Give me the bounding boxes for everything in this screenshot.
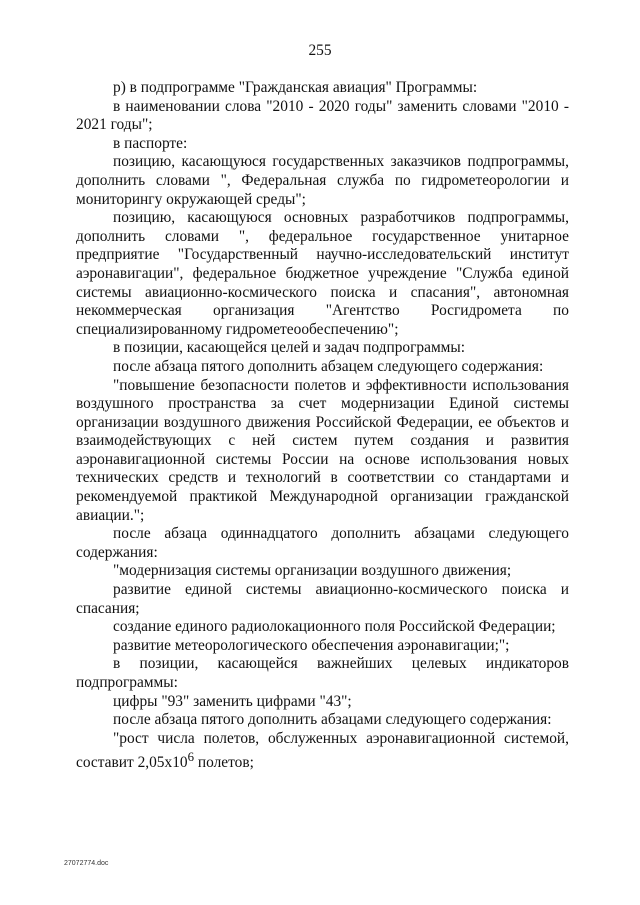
paragraph: после абзаца пятого дополнить абзацами следующего содержания: [113, 711, 552, 729]
paragraph: позицию, касающуюся основных разработчиков подпрограммы, дополнить словами ", федеральное государственное унитарное предприятие "Государственный научно-исследовательский институт аэронавигации", федеральное бюджетное учреждение "Служба единой системы авиационно-космического поиска и спасания", автономная некоммерческая организация "Агентство Росгидромета по специализированному гидрометеообеспечению"; [76, 209, 569, 338]
document-body [76, 79, 569, 773]
paragraph-text: "рост числа полетов, обслуженных аэронавигационной системой, составит 2,05х10 [76, 729, 569, 772]
paragraph: "повышение безопасности полетов и эффективности использования воздушного пространства за счет модернизации Единой системы организации воздушного движения Российской Федерации, ее объектов и взаимодействующих с ней систем путем создания и развития аэронавигационной системы России на основе использования новых технических средств и технологий в соответствии со стандартами и рекомендуемой практикой Международной организации гражданской авиации."; [76, 376, 569, 524]
page-number: 255 [308, 42, 332, 59]
paragraph: в наименовании слова "2010 - 2020 годы" заменить словами "2010 - 2021 годы"; [76, 97, 569, 134]
paragraph: р) в подпрограмме "Гражданская авиация" Программы: [113, 79, 478, 96]
paragraph: позицию, касающуюся государственных заказчиков подпрограммы, дополнить словами ", Федеральная служба по гидрометеорологии и мониторингу окружающей среды"; [76, 153, 569, 208]
paragraph: создание единого радиолокационного поля Российской Федерации; [113, 618, 556, 636]
paragraph: развитие метеорологического обеспечения аэронавигации;"; [113, 636, 510, 654]
exponent: 6 [187, 750, 195, 765]
paragraph-with-exponent [76, 730, 569, 773]
paragraph: развитие единой системы авиационно-космического поиска и спасания; [76, 581, 569, 617]
paragraph: в позиции, касающейся важнейших целевых индикаторов подпрограммы: [76, 655, 569, 691]
paragraph: в паспорте: [113, 134, 188, 152]
paragraph: "модернизация системы организации воздушного движения; [113, 562, 512, 580]
paragraph-text: полетов; [194, 754, 254, 772]
paragraph: после абзаца пятого дополнить абзацем следующего содержания: [113, 357, 544, 375]
file-name-footer: 27072774.doc [64, 860, 109, 867]
paragraph: после абзаца одиннадцатого дополнить абзацами следующего содержания: [76, 525, 569, 561]
paragraph: цифры "93" заменить цифрами "43"; [113, 692, 352, 710]
paragraph: в позиции, касающейся целей и задач подпрограммы: [113, 339, 466, 357]
